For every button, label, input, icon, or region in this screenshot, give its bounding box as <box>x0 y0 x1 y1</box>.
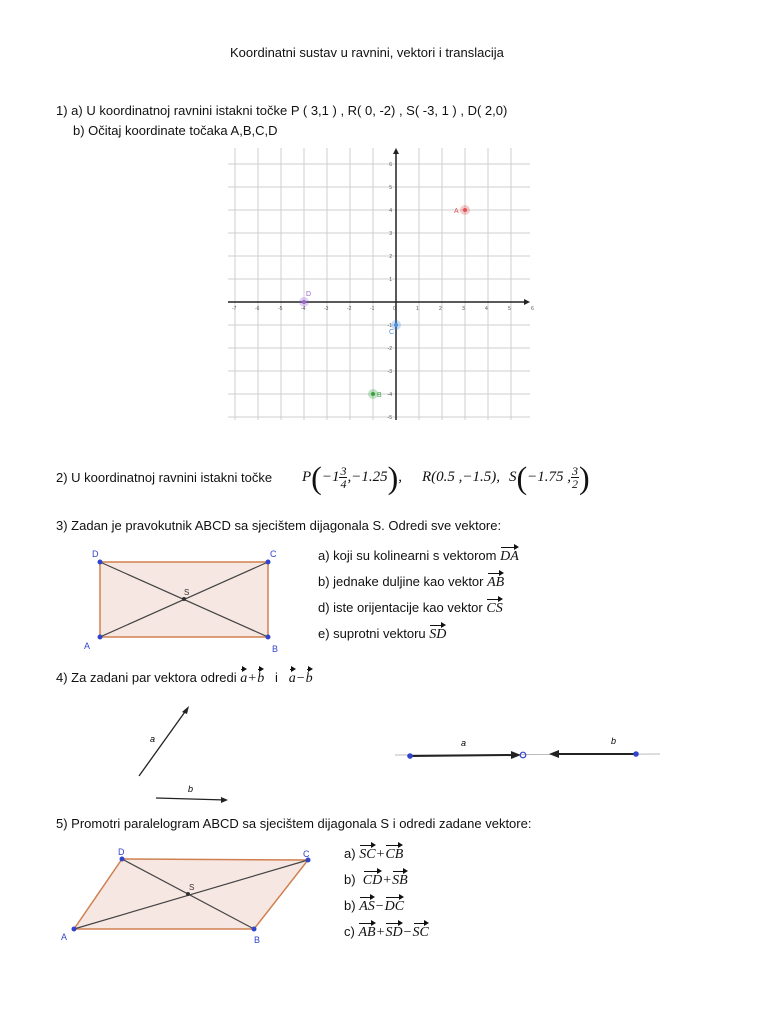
q5-item-4-op1: + <box>376 925 385 940</box>
q4-conj: i <box>275 670 278 685</box>
point-d <box>302 300 306 304</box>
vector-a2-line <box>410 755 515 756</box>
point-s <box>182 597 186 601</box>
vector-da: DA <box>500 544 519 565</box>
q5-item-1-op: + <box>376 847 385 862</box>
q5-item-1 <box>344 842 403 863</box>
point-d-p <box>120 857 125 862</box>
q4-expr2-a: a <box>289 666 296 687</box>
q4-expr1-op: + <box>248 671 257 686</box>
q3-text: 3) Zadan je pravokutnik ABCD sa sjecištem dijagonala S. Odredi sve vektore: <box>56 518 502 533</box>
q5-item-4-prefix: c) <box>344 924 355 939</box>
q3-item-a-text: a) koji su kolinearni s vektorom <box>318 548 497 563</box>
x-tick-label: 3 <box>462 306 465 312</box>
point-a <box>98 635 103 640</box>
vector-dc: DC <box>385 894 404 915</box>
point-label-d: D <box>306 291 312 298</box>
q3-item-b <box>318 570 504 591</box>
label-a: A <box>84 641 91 651</box>
y-axis-arrow <box>393 148 399 154</box>
x-tick-label: 2 <box>439 306 442 312</box>
q1-line-b: b) Očitaj koordinate točaka A,B,C,D <box>73 123 278 138</box>
vector-b-line <box>156 798 226 800</box>
point-d <box>98 560 103 565</box>
label-d-p: D <box>118 847 125 857</box>
parallelogram-figure <box>58 845 320 945</box>
q5-item-3 <box>344 894 404 915</box>
point-b <box>371 392 375 396</box>
vector-as: AS <box>359 894 375 915</box>
q2-p-whole: −1 <box>321 469 340 485</box>
q3-item-e <box>318 622 446 643</box>
vector-b2-arrowhead <box>549 750 559 758</box>
vector-ab: AB <box>487 570 504 591</box>
q5-item-3-op: − <box>375 899 384 914</box>
point-c <box>394 323 398 327</box>
label-b-p: B <box>254 935 261 945</box>
q2-s-fraction <box>571 465 579 490</box>
vector-sd: SD <box>429 622 446 643</box>
point-a-p <box>72 927 77 932</box>
point-c <box>266 560 271 565</box>
label-b: B <box>272 644 279 654</box>
label-c-p: C <box>303 849 310 859</box>
q5-item-3-prefix: b) <box>344 898 356 913</box>
vector-sd-p: SD <box>385 920 402 941</box>
q5-text: 5) Promotri paralelogram ABCD sa sjecištem dijagonala S i odredi zadane vektore: <box>56 816 532 831</box>
vector-pair-right <box>395 730 665 770</box>
vector-sc: SC <box>359 842 375 863</box>
y-tick-label: -3 <box>387 369 392 375</box>
q2-text: 2) U koordinatnoj ravnini istakni točke <box>56 470 273 485</box>
x-tick-label: 0 <box>393 306 396 312</box>
x-tick-label: 1 <box>416 306 419 312</box>
label-s-p: S <box>189 883 195 892</box>
q2-point-p: P(−1 $\frac{3}{4}$ ,−1.25), <box>302 459 402 496</box>
vector-ab-p: AB <box>358 920 375 941</box>
y-tick-label: 2 <box>389 254 392 260</box>
q5-item-4-op2: − <box>403 925 412 940</box>
y-tick-label: -2 <box>387 346 392 352</box>
vector-b-label: b <box>188 784 194 794</box>
q2-s-den: 2 <box>572 477 579 492</box>
q4-expr2-b: b <box>306 666 313 687</box>
x-tick-label: -1 <box>370 306 375 312</box>
point-a <box>463 208 467 212</box>
y-tick-label: -4 <box>387 392 392 398</box>
q2-p-y: ,−1.25 <box>347 469 388 485</box>
q2-s-x: −1.75 , <box>527 469 572 485</box>
q5-item-1-prefix: a) <box>344 846 356 861</box>
vector-sb: SB <box>392 868 408 889</box>
q3-item-a <box>318 544 519 565</box>
q3-item-d-text: d) iste orijentacije kao vektor <box>318 600 483 615</box>
vector-cb: CB <box>385 842 403 863</box>
rectangle-figure <box>80 545 295 655</box>
q4-text-line <box>56 666 313 687</box>
label-d: D <box>92 549 99 559</box>
label-s: S <box>184 588 190 597</box>
y-tick-label: 4 <box>389 208 392 214</box>
point-label-b: B <box>377 392 382 399</box>
q4-text: 4) Za zadani par vektora odredi <box>56 670 237 685</box>
q5-item-4 <box>344 920 429 941</box>
x-tick-label: 4 <box>485 306 488 312</box>
point-label-a: A <box>454 208 459 215</box>
vector-b-arrowhead <box>221 797 228 803</box>
q3-item-b-text: b) jednake duljine kao vektor <box>318 574 484 589</box>
vector-a-label: a <box>150 734 156 744</box>
vector-b2-label: b <box>611 736 617 746</box>
coordinate-grid <box>228 148 534 421</box>
y-tick-label: 6 <box>389 162 392 168</box>
q2-p-den: 4 <box>340 477 347 492</box>
x-tick-label: -2 <box>347 306 352 312</box>
vector-a2-arrowhead <box>511 751 521 759</box>
x-tick-label: -6 <box>255 306 260 312</box>
q5-item-2 <box>344 868 408 889</box>
q2-s-name: S <box>509 469 517 485</box>
vector-a2-label: a <box>461 738 467 748</box>
vector-a-line <box>139 709 187 776</box>
x-tick-label: -7 <box>232 306 237 312</box>
label-c: C <box>270 549 277 559</box>
q4-expr1-b: b <box>257 666 264 687</box>
x-tick-label: 5 <box>508 306 511 312</box>
y-tick-label: 1 <box>389 277 392 283</box>
page-title: Koordinatni sustav u ravnini, vektori i translacija <box>230 45 504 60</box>
q2-point-r: R(0.5 ,−1.5), <box>422 469 501 485</box>
vector-cs: CS <box>486 596 502 617</box>
point-b-p <box>252 927 257 932</box>
q2-p-num: 3 <box>340 464 347 479</box>
vector-cd: CD <box>363 868 382 889</box>
point-b <box>266 635 271 640</box>
point-label-c: C <box>389 329 395 336</box>
vector-pair-left <box>130 700 240 810</box>
y-tick-label: -1 <box>387 323 392 329</box>
x-tick-label: -4 <box>301 306 306 312</box>
vector-a-arrowhead <box>182 706 189 714</box>
vector-a2-start <box>407 753 413 759</box>
x-tick-label: -3 <box>324 306 329 312</box>
y-tick-label: -5 <box>387 415 392 421</box>
q3-item-d <box>318 596 503 617</box>
y-tick-label: 5 <box>389 185 392 191</box>
vector-b2-start <box>633 751 639 757</box>
q4-expr2-op: − <box>296 671 305 686</box>
x-axis-arrow <box>524 299 530 305</box>
q2-s-num: 3 <box>572 464 579 479</box>
x-tick-label: -5 <box>278 306 283 312</box>
q5-item-2-op: + <box>383 873 392 888</box>
point-s-p <box>186 892 190 896</box>
label-a-p: A <box>61 932 68 942</box>
x-tick-label: 6 <box>531 306 534 312</box>
q5-item-2-prefix: b) <box>344 872 356 887</box>
y-tick-label: 3 <box>389 231 392 237</box>
q2-point-s: S(−1.75 , $\frac{3}{2}$ ) <box>509 459 590 496</box>
q2-p-name: P <box>302 469 312 485</box>
vector-sc-p: SC <box>413 920 429 941</box>
q1-line-a: 1) a) U koordinatnoj ravnini istakni točke P ( 3,1 ) , R( 0, -2) , S( -3, 1 ) , D( 2,0) <box>56 103 508 118</box>
q4-expr1-a: a <box>240 666 247 687</box>
q3-item-e-text: e) suprotni vektoru <box>318 626 426 641</box>
